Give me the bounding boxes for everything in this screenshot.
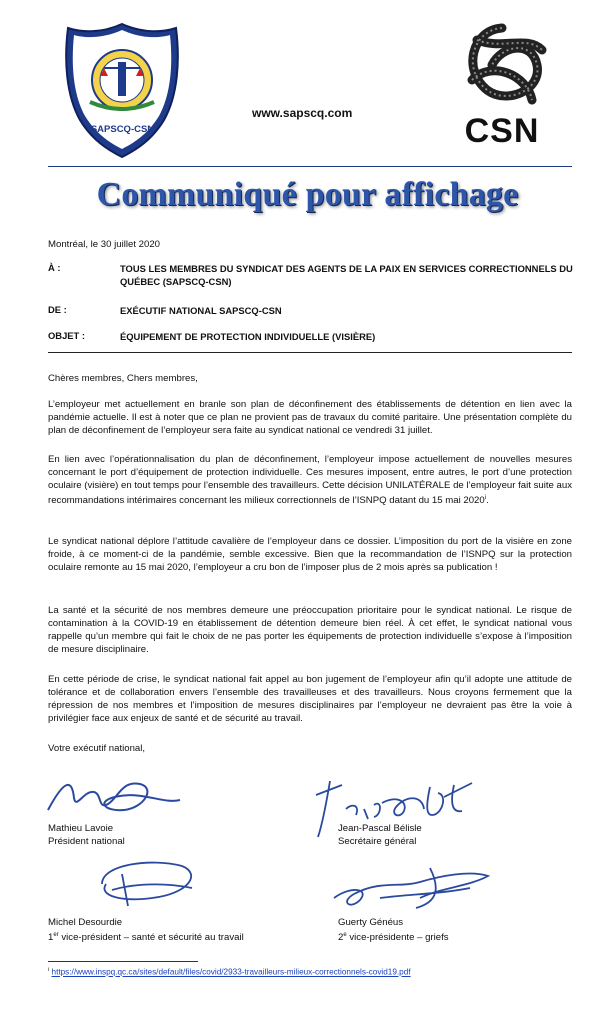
signature-lavoie <box>44 770 184 820</box>
paragraph-2-text: En lien avec l’opérationnalisation du plan de déconfinement, l’employeur impose actuellement de nouvelles mesures concernant le port d’équipement de protection individuelle. Ces mesures imposent, entre autres, le port d’une protection oculaire (visière) en tout temps pour l’ensemble des travailleurs. Cette décision UNILATÉRALE de l’employeur fait suite aux recommandations intérimaires concernant les milieux correctionnels de l’ISNPQ datant du 15 mai 2020 <box>48 454 572 507</box>
subject-label: OBJET : <box>48 330 85 341</box>
signatory-title: Président national <box>48 836 125 847</box>
signatory-name: Michel Desourdie <box>48 917 123 928</box>
from-label: DE : <box>48 304 67 315</box>
signatory-desourdie <box>48 916 244 944</box>
signatory-belisle <box>338 822 422 848</box>
signatory-geneus <box>338 916 449 944</box>
footnote-divider <box>48 961 198 962</box>
paragraph-4: La santé et la sécurité de nos membres demeure une préoccupation prioritaire pour le syndicat national. Le risque de contamination à la COVID-19 en établissement de détention demeure bien réel. À cet effet, le syndicat national vous rappelle qu’un membre qui fait le choix de ne pas porter les équipements de protection individuelle s’expose à l’imposition de mesure disciplinaire. <box>48 605 572 655</box>
to-value: TOUS LES MEMBRES DU SYNDICAT DES AGENTS DE LA PAIX EN SERVICES CORRECTIONNELS DU QUÉBEC (SAPSCQ-CSN) <box>120 263 573 287</box>
signatory-name: Guerty Généus <box>338 917 404 928</box>
signatory-lavoie <box>48 822 125 848</box>
paragraph-3: Le syndicat national déplore l’attitude cavalière de l’employeur dans ce dossier. L’imposition du port de la visière en zone froide, à ce moment-ci de la pandémie, semble excessive. Bien que la recommandation de l’ISNPQ sur la protection oculaire remonte au 15 mai 2020, l’employeur a cru bon de l’imposer plus de 2 mois après sa publication ! <box>48 536 572 573</box>
footnote-link[interactable]: https://www.inspq.qc.ca/sites/default/files/covid/2933-travailleurs-milieux-correctionnels-covid19.pdf <box>51 967 411 977</box>
paragraph-2: En lien avec l’opérationnalisation du plan de déconfinement, l’employeur impose actuellement de nouvelles mesures concernant le port d’équipement de protection individuelle. Ces mesures imposent, entre autres, le port d’une protection oculaire (visière) en tout temps pour l’ensemble des travailleurs. Cette décision UNILATÉRALE de l’employeur fait suite aux recommandations intérimaires concernant les milieux correctionnels de l’ISNPQ datant du 15 mai 2020$^i$. <box>48 454 572 507</box>
header-divider <box>48 166 572 167</box>
sapscq-logo <box>60 20 185 160</box>
signatory-name: Mathieu Lavoie <box>48 823 114 834</box>
csn-logo <box>432 20 572 150</box>
right-logo-text: CSN <box>464 112 540 150</box>
signatory-title: 1er vice-président – santé et sécurité au travail <box>48 932 244 944</box>
paragraph-5: En cette période de crise, le syndicat national fait appel au bon jugement de l’employeur afin qu’il adopte une attitude de tolérance et de collaboration envers l’ensemble des travailleuses et des travailleurs. Nous croyons fermement que la répression de nos membres et l’imposition de mesures disciplinaires par l’employeur ne devraient pas être la voie à privilégier face aux enjeux de santé et de sécurité au travail. <box>48 674 572 724</box>
from-value: EXÉCUTIF NATIONAL SAPSCQ-CSN <box>120 305 282 316</box>
fields-divider <box>48 352 572 353</box>
to-label: À : <box>48 262 61 273</box>
signature-geneus <box>320 858 500 918</box>
website[interactable]: www.sapscq.com <box>252 106 353 120</box>
paragraph-1: L’employeur met actuellement en branle son plan de déconfinement des établissements de détention en lien avec la pandémie actuelle. Il est à noter que ce plan ne provient pas de travaux du comité paritaire. Une présentation complète du plan de déconfinement de l’employeur sera faite au syndicat national ce vendredi 31 juillet. <box>48 399 572 436</box>
footnote-marker: i <box>48 967 50 973</box>
signatory-title: 2e vice-présidente – griefs <box>338 932 449 944</box>
closing: Votre exécutif national, <box>48 743 146 754</box>
footnote-ref[interactable]: i <box>484 495 487 501</box>
greeting: Chères membres, Chers membres, <box>48 373 198 384</box>
page-title: Communiqué pour affichage <box>96 176 519 213</box>
signatory-title: Secrétaire général <box>338 836 417 847</box>
footnote <box>48 967 411 977</box>
signatory-name: Jean-Pascal Bélisle <box>338 823 422 834</box>
left-logo-text: SAPSCQ-CSN <box>90 124 155 135</box>
signature-desourdie <box>92 854 202 914</box>
subject-value: ÉQUIPEMENT DE PROTECTION INDIVIDUELLE (VISIÈRE) <box>120 331 376 342</box>
date: Montréal, le 30 juillet 2020 <box>48 239 160 250</box>
